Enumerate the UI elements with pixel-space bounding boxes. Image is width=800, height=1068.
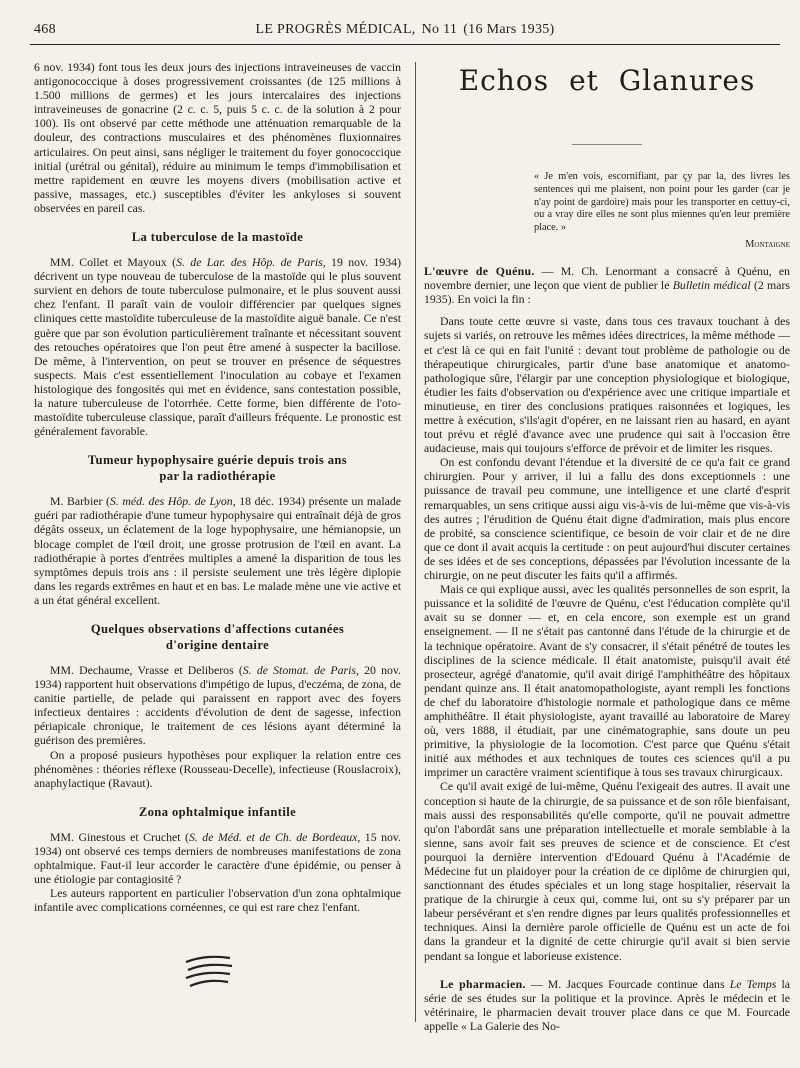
epigraph-quote: « Je m'en vois, escornifiant, par çy par la, des livres les sentences qui me plaisent, non point pour les garder (car je n'ay point de gardoire) mais pour les transporter en cettuy-ci, ou a vray dire elles ne sont plus miennes qu'en leur première place. » <box>534 171 790 234</box>
section-title-affections: Quelques observations d'affections cutanées d'origine dentaire <box>90 622 345 652</box>
section-title-tumeur: Tumeur hypophysaire guérie depuis trois ans par la radiothérapie <box>87 453 348 484</box>
item-quenu-p4: Ce qu'il avait exigé de lui-même, Quénu l'exigeait des autres. Il avait une conception si haute de la chirurgie, de sa puissance et de son rôle bienfaisant, mais aussi des responsabilités qu'elle comporte, qu'il ne pouvait admettre qu'on l'abordât sans une préparation intellectuelle et morale semblable à la sienne, sans avoir fait ses preuves de science et de conscience. Et c'est pourquoi la dernière intervention d'Edouard Quénu à l'Académie de Médecine fut un plaidoyer pour la création de ce diplôme de chirurgien qui, sanctionnant des études spéciales et un long stage hospitalier, réservait la pratique de la chirurgie à ceux qui, comme lui, ont su s'y préparer par un labeur persévérant et s'en rendre dignes par leurs qualités professionnelles et techniques. Ainsi la dernière parole officielle de Quénu est un acte de foi dans la grandeur et la dignité de cette chirurgie qu'il avait si bien servie pendant sa longue et laborieuse existence. <box>424 779 790 963</box>
page-number: 468 <box>34 22 56 37</box>
end-flourish-ornament <box>184 954 234 990</box>
left-column <box>34 60 401 994</box>
running-header <box>30 20 780 42</box>
item-quenu-p3: Mais ce qui explique aussi, avec les qualités personnelles de son esprit, la puissance et la solidité de l'œuvre de Quénu, c'est l'éducation complète qu'il avait su se donner — et, en cela encore, son exemple est un grand enseignement. — Il ne s'était pas cantonné dans l'étude de la chirurgie et de la technique opératoire. Avant de s'y consacrer, il s'était pénétré de toutes les disciplines de la science médicale. Il était anatomiste, puisqu'il avait été prosecteur, agrégé d'anatomie, qu'il avait dirigé l'amphithéâtre des hôpitaux pendant quinze ans. Il était anatomopathologiste, ayant rempli les fonctions de chef du laboratoire d'histologie normale et pathologique dans ce même amphithéâtre. Il était physiologiste, ayant travaillé au laboratoire de Marey où, vers 1888, il étudiait, par une cinématographie, sans doute un peu primitive, la physiologie de la locomotion. C'est parce que Quénu s'était initié aux méthodes et aux techniques de toutes ces sciences qu'il a pu imprimer un caractère vraiment scientifique à tous ses travaux chirurgicaux. <box>424 582 790 780</box>
issue-date: (16 Mars 1935) <box>463 22 555 37</box>
section-body-zona: MM. Ginestous et Cruchet (S. de Méd. et de Ch. de Bordeaux, 15 nov. 1934) ont observé ces temps derniers de nombreuses manifestations de zona ophtalmique. Faut-il leur accorder le caractère d'une épidémie, ou penser à une étiologie par contagiosité ? <box>34 829 401 887</box>
title-rule <box>572 144 642 145</box>
section-title-zona: Zona ophtalmique infantile <box>138 804 297 819</box>
issue-number: No 11 <box>421 22 458 37</box>
section-body-tumeur: M. Barbier (S. méd. des Hôp. de Lyon, 18 déc. 1934) présente un malade guéri par radiothérapie d'une tumeur hypophysaire qui entraînait déjà de gros dégâts osseux, un éclatement de la loge hypophysaire, une hémianopsie, un blocage complet de l'œil droit, une grosse protrusion de l'œil en avant. La radiothérapie à portes d'entrées multiples a amené la disparition de tous les symptômes depuis trois ans : il persiste seulement une très légère diplopie dans les regards extrêmes en haut et en bas. Le malade mène une vie active et a un état général excellent. <box>34 494 401 607</box>
epigraph-author: Montaigne <box>745 238 790 250</box>
section-body-mastoide: MM. Collet et Mayoux (S. de Lar. des Hôp. de Paris, 19 nov. 1934) décrivent un type nouveau de tuberculose de la mastoïde qui le plus souvent survient en dehors de toute tuberculose pulmonaire, et le plus souvent aussi chez l'enfant. Il paraît vain de vouloir différencier par quelques signes cliniques cette mastoïdite tuberculeuse de la mastoïdite aiguë banale. Ce n'est guère que par son évolution particulièrement traînante et nécessitant souvent des retouches opératoires que l'on peut être amené à suspecter la bacillose. De même, à l'intervention, on peut se trouver en présence de séquestres suspects. Mais c'est essentiellement l'inoculation au cobaye et l'examen histologique des fongosités qui met en évidence, sans contestation possible, la nature tuberculeuse de l'otorrhée. Cette forme, bien différente de l'oto-mastoïdite tuberculeuse classique, paraît d'ailleurs fréquente. Le pronostic est généralement favorable. <box>34 255 402 439</box>
section-body-affections-2: On a proposé pusieurs hypothèses pour expliquer la relation entre ces phénomènes : théories réflexe (Rousseau-Decelle), infectieuse (Rouslacroix), anaphylactique (Ravaut). <box>34 747 401 790</box>
item-quenu-p2: On est confondu devant l'étendue et la diversité de ce qu'a fait ce grand chirurgien. Pour y arriver, il lui a fallu des dons exceptionnels : une puissance de travail peu commune, une intelligence et une clarté d'esprit remarquables, un sens critique aussi aigu vis-à-vis de lui-même que vis-à-vis des autres ; l'érudition de Quénu était digne d'admiration, mais plus encore de probité, sa conscience scientifique, ce besoin de voir clair et de ne dire que ce dont il avait acquis la certitude : on peut aujourd'hui discuter certaines de ses idées et de ses conceptions, dépassées par l'évolution incessante de la chirurgie, on ne peut discuter les faits qu'il a affirmés. <box>424 455 790 583</box>
rubric-title: Echos et Glanures <box>458 64 756 97</box>
item-quenu-intro: L'œuvre de Quénu. — M. Ch. Lenormant a consacré à Quénu, en novembre dernier, une leçon que vient de publier le Bulletin médical (2 mars 1935). En voici la fin : <box>424 264 790 307</box>
header-rule <box>30 44 780 45</box>
item-quenu-p1: Dans toute cette œuvre si vaste, dans tous ces travaux touchant à des sujets si variés, on retrouve les mêmes idées directrices, la même méthode — et c'est là ce qui en fait l'unité : devant tout problème de pathologie ou de thérapeutique chirurgicales, partir d'une base anatomique et anatomo-pathologique sûre, l'élargir par une conception physiologique et biologique, étudier les faits d'observation ou d'expérience avec une critique impartiale et minutieuse, en tirer des conclusions pratiques raisonnées et logiques, les mettre à exécution, s'ils'agit d'opérer, en ne laissant rien au hasard, en ayant tout prévu et réglé d'avance avec une prudence qui sait à l'occasion être audacieuse, mais qui toujours s'efforce de prévoir et de limiter les risques. <box>424 314 790 456</box>
section-title-mastoide: La tuberculose de la mastoïde <box>131 230 304 245</box>
journal-name: LE PROGRÈS MÉDICAL, <box>255 22 416 37</box>
journal-title <box>30 22 780 38</box>
continued-paragraph: 6 nov. 1934) font tous les deux jours des injections intraveineuses de vaccin antigonococcique à doses progressivement croissantes (de 125 millions à 1.500 millions de germes) et les jours intercalaires des injections intraveineuses de gonacrine (2 c. c. 5, puis 5 c. c. de la solution à 2 pour 100). Ils ont observé par cette méthode une atténuation remarquable de la douleur, des contractions musculaires et des phénomènes fluxionnaires articulaires. On peut ainsi, sans négliger le traitement du foyer gonococcique initial (urétral ou génital), réduire au minimum le temps d'immobilisation et mettre rapidement en œuvre les moyens divers (mobilisation active et passive, massages, etc.) susceptibles d'éviter les ankyloses si souvent observées en pareil cas. <box>34 60 401 215</box>
section-body-zona-2: Les auteurs rapportent en particulier l'observation d'un zona ophtalmique infantile avec complications cornéennes, ce qui est rare chez l'enfant. <box>34 886 401 915</box>
section-body-affections: MM. Dechaume, Vrasse et Deliberos (S. de Stomat. de Paris, 20 nov. 1934) rapportent huit observations d'impétigo de lupus, d'eczéma, de zona, de canitie partielle, de pelade qui paraissent en rapport avec des foyers infectieux dentaires : accidents d'évolution de dent de sagesse, infection périapicale chronique, le traitement de ces lésions ayant déterminé la guérison des premières. <box>34 663 401 748</box>
item-pharmacien: Le pharmacien. — M. Jacques Fourcade continue dans Le Temps la série de ses études sur la politique et la province. Après le médecin et le vétérinaire, le pharmacien devait trouver place dans ce que M. Fourcade appelle « La Galerie des No- <box>424 976 790 1033</box>
column-divider <box>415 62 416 1022</box>
right-column <box>424 60 790 1033</box>
